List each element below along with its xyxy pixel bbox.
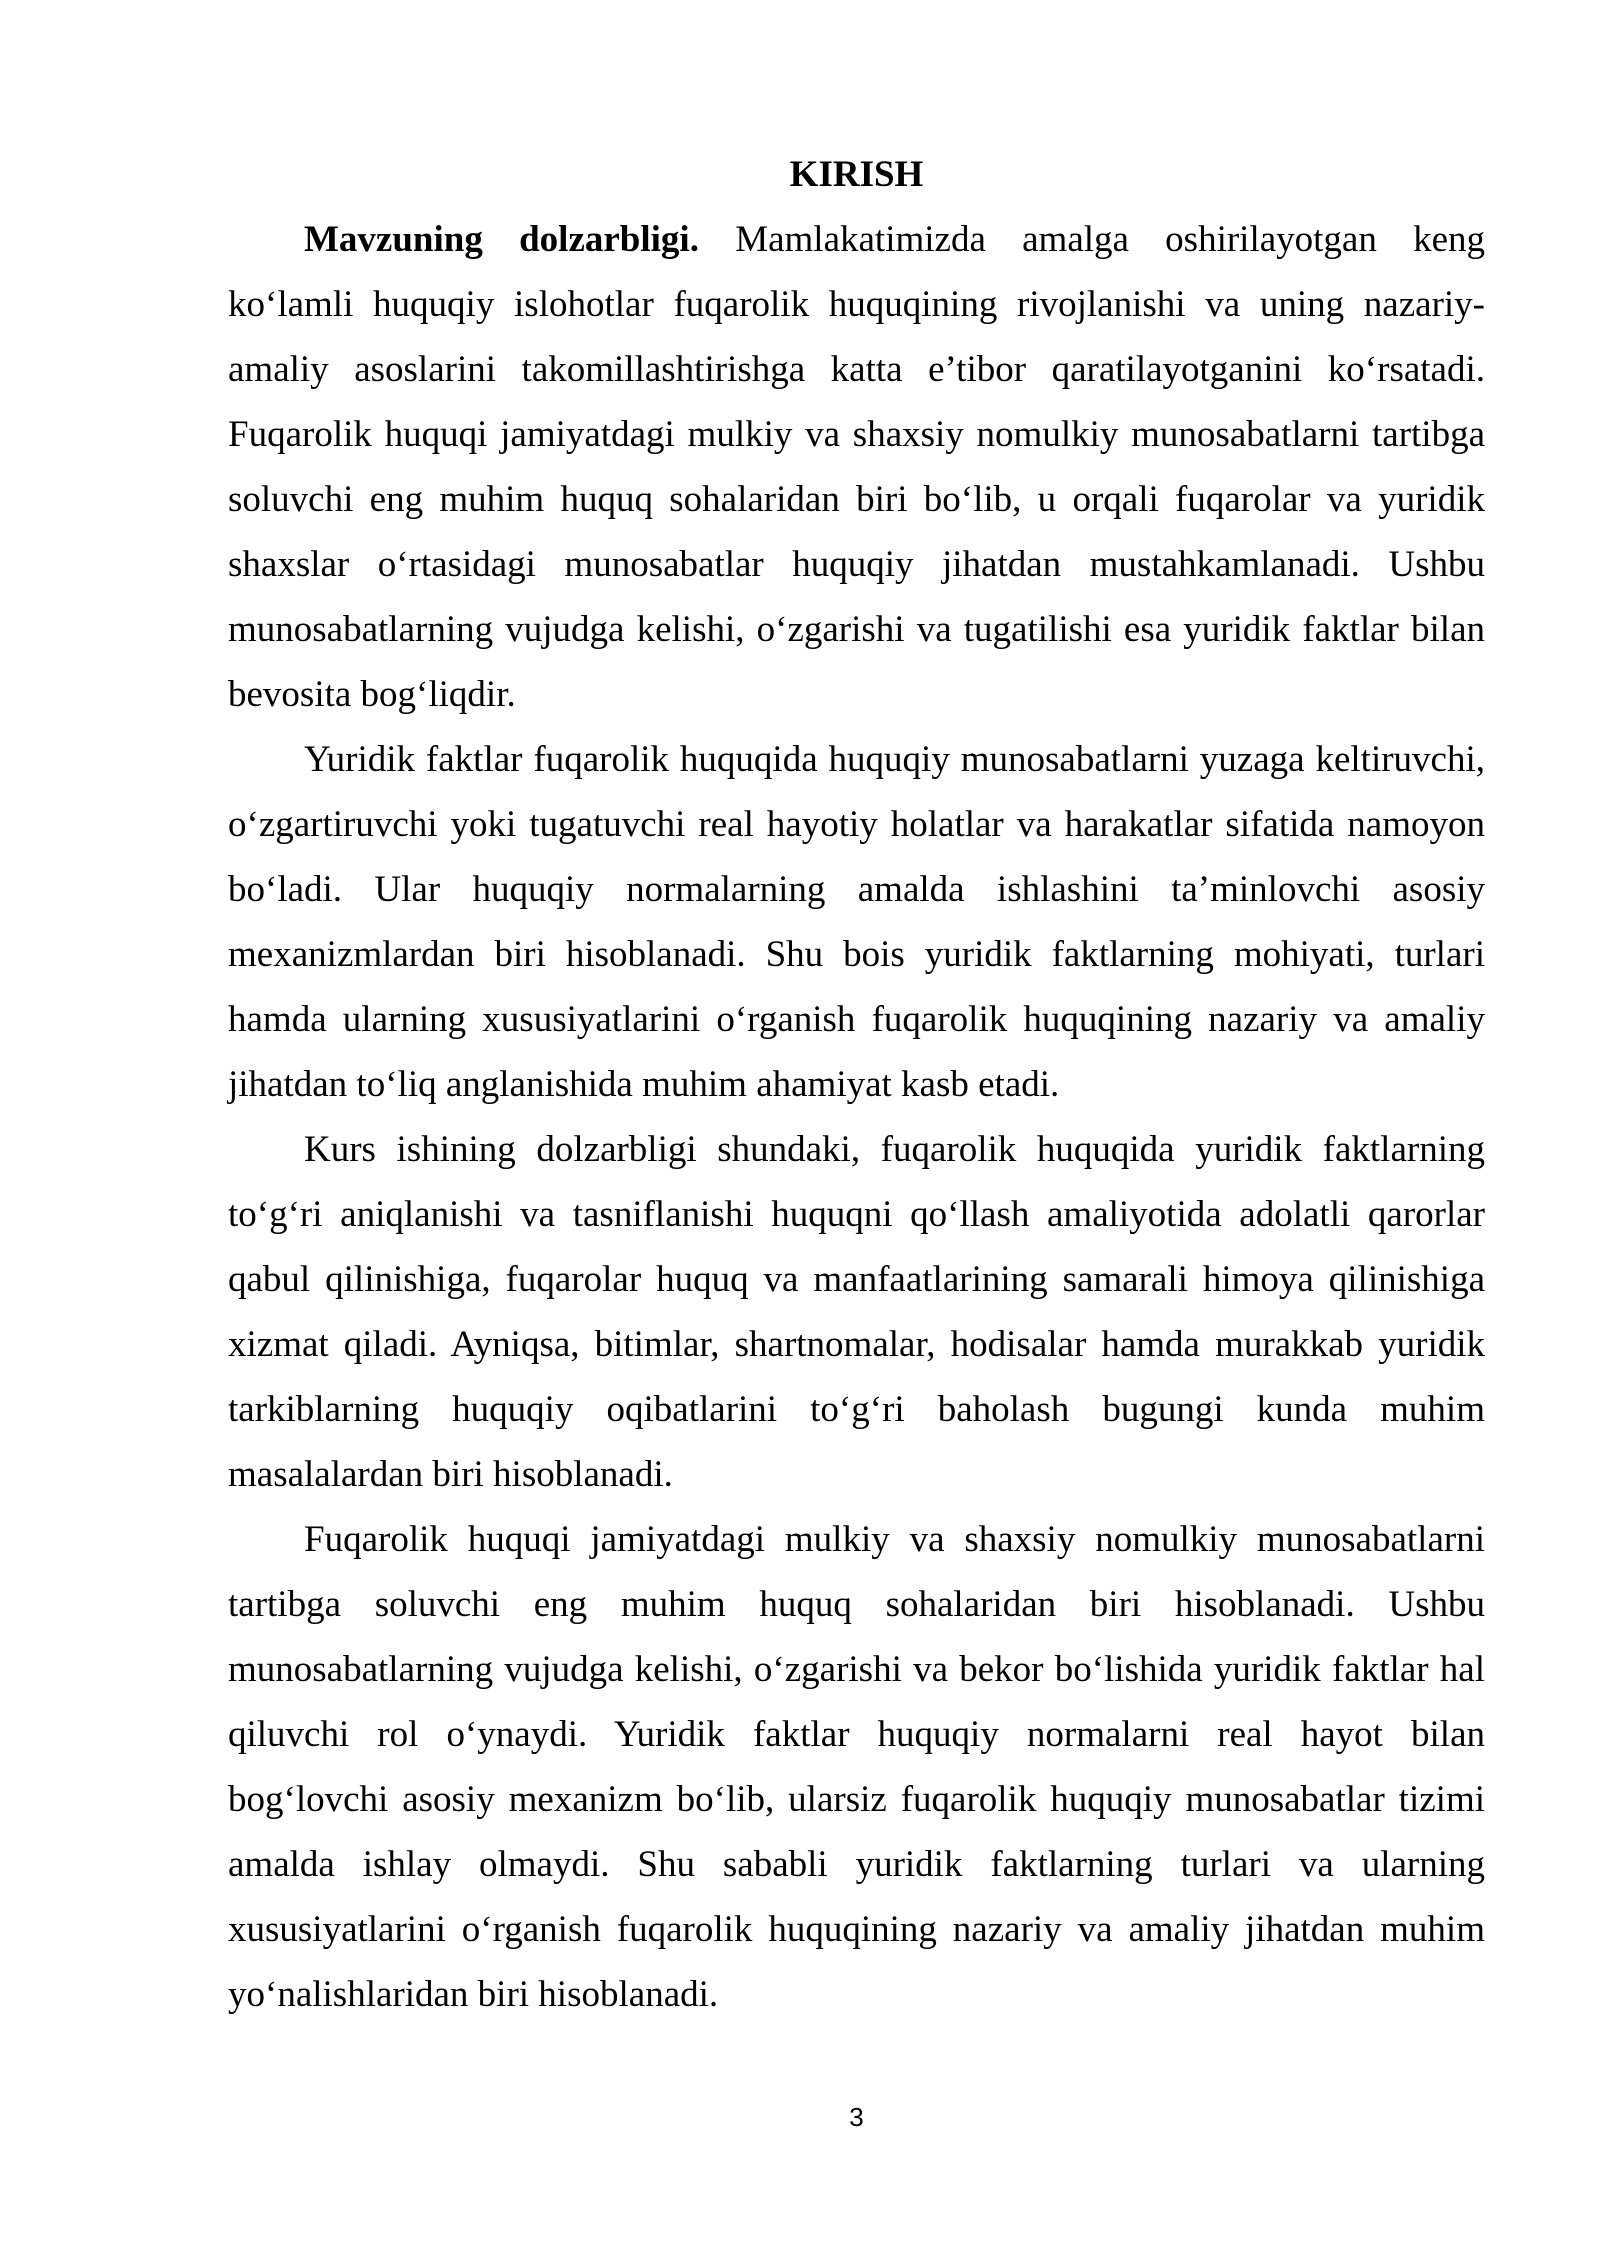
- paragraph-line: [228, 207, 1485, 272]
- paragraph-3: [228, 1117, 1485, 1507]
- paragraph-lead-heading: Mavzuning dolzarbligi.: [304, 219, 699, 260]
- paragraph-line: xususiyatlarini o‘rganish fuqarolik huquqining nazariy va amaliy jihatdan muhim: [228, 1909, 1485, 1950]
- paragraph-line: yo‘nalishlaridan biri hisoblanadi.: [228, 1974, 719, 2015]
- paragraph-line: qabul qilinishiga, fuqarolar huquq va manfaatlarining samarali himoya qilinishiga: [228, 1259, 1485, 1300]
- paragraph-2: [228, 727, 1485, 1117]
- paragraph-line: bo‘ladi. Ular huquqiy normalarning amalda ishlashini ta’minlovchi asosiy: [228, 869, 1485, 910]
- paragraph-line: hamda ularning xususiyatlarini o‘rganish fuqarolik huquqining nazariy va amaliy: [228, 999, 1485, 1040]
- section-title: KIRISH: [789, 154, 924, 195]
- paragraph-line: munosabatlarning vujudga kelishi, o‘zgarishi va bekor bo‘lishida yuridik faktlar hal: [228, 1649, 1485, 1690]
- paragraph-line: bevosita bog‘liqdir.: [228, 674, 516, 715]
- paragraph-line: jihatdan to‘liq anglanishida muhim ahamiyat kasb etadi.: [228, 1064, 1060, 1105]
- paragraph-line: mexanizmlardan biri hisoblanadi. Shu bois yuridik faktlarning mohiyati, turlari: [228, 934, 1485, 975]
- paragraph-line: qiluvchi rol o‘ynaydi. Yuridik faktlar huquqiy normalarni real hayot bilan: [228, 1714, 1485, 1755]
- paragraph-line: Fuqarolik huquqi jamiyatdagi mulkiy va shaxsiy nomulkiy munosabatlarni tartibga: [228, 414, 1485, 455]
- paragraph-line: shaxslar o‘rtasidagi munosabatlar huquqiy jihatdan mustahkamlanadi. Ushbu: [228, 544, 1485, 585]
- paragraph-line: amaliy asoslarini takomillashtirishga katta e’tibor qaratilayotganini ko‘rsatadi.: [228, 349, 1485, 390]
- paragraph-line: ko‘lamli huquqiy islohotlar fuqarolik huquqining rivojlanishi va uning nazariy-: [228, 284, 1485, 325]
- paragraph-4: [228, 1507, 1485, 2027]
- paragraph-line: soluvchi eng muhim huquq sohalaridan biri bo‘lib, u orqali fuqarolar va yuridik: [228, 479, 1485, 520]
- paragraph-line: to‘g‘ri aniqlanishi va tasniflanishi huquqni qo‘llash amaliyotida adolatli qarorlar: [228, 1194, 1485, 1235]
- paragraph-1: [228, 207, 1485, 727]
- paragraph-line: xizmat qiladi. Ayniqsa, bitimlar, shartnomalar, hodisalar hamda murakkab yuridik: [228, 1324, 1485, 1365]
- paragraph-line: munosabatlarning vujudga kelishi, o‘zgarishi va tugatilishi esa yuridik faktlar bilan: [228, 609, 1485, 650]
- page-number: 3: [849, 2102, 864, 2132]
- paragraph-line: Kurs ishining dolzarbligi shundaki, fuqarolik huquqida yuridik faktlarning: [304, 1129, 1485, 1170]
- paragraph-line: tartibga soluvchi eng muhim huquq sohalaridan biri hisoblanadi. Ushbu: [228, 1584, 1485, 1625]
- paragraph-line: Yuridik faktlar fuqarolik huquqida huquqiy munosabatlarni yuzaga keltiruvchi,: [304, 739, 1485, 780]
- paragraph-line: masalalardan biri hisoblanadi.: [228, 1454, 673, 1495]
- paragraph-line: Fuqarolik huquqi jamiyatdagi mulkiy va shaxsiy nomulkiy munosabatlarni: [304, 1519, 1485, 1560]
- paragraph-line: tarkiblarning huquqiy oqibatlarini to‘g‘ri baholash bugungi kunda muhim: [228, 1389, 1485, 1430]
- paragraph-line-text: Mamlakatimizda amalga oshirilayotgan keng: [735, 219, 1486, 260]
- document-body: [228, 142, 1485, 2027]
- paragraph-line: amalda ishlay olmaydi. Shu sababli yuridik faktlarning turlari va ularning: [228, 1844, 1485, 1885]
- paragraph-line: o‘zgartiruvchi yoki tugatuvchi real hayotiy holatlar va harakatlar sifatida namoyon: [228, 804, 1485, 845]
- paragraph-line: bog‘lovchi asosiy mexanizm bo‘lib, ularsiz fuqarolik huquqiy munosabatlar tizimi: [228, 1779, 1485, 1820]
